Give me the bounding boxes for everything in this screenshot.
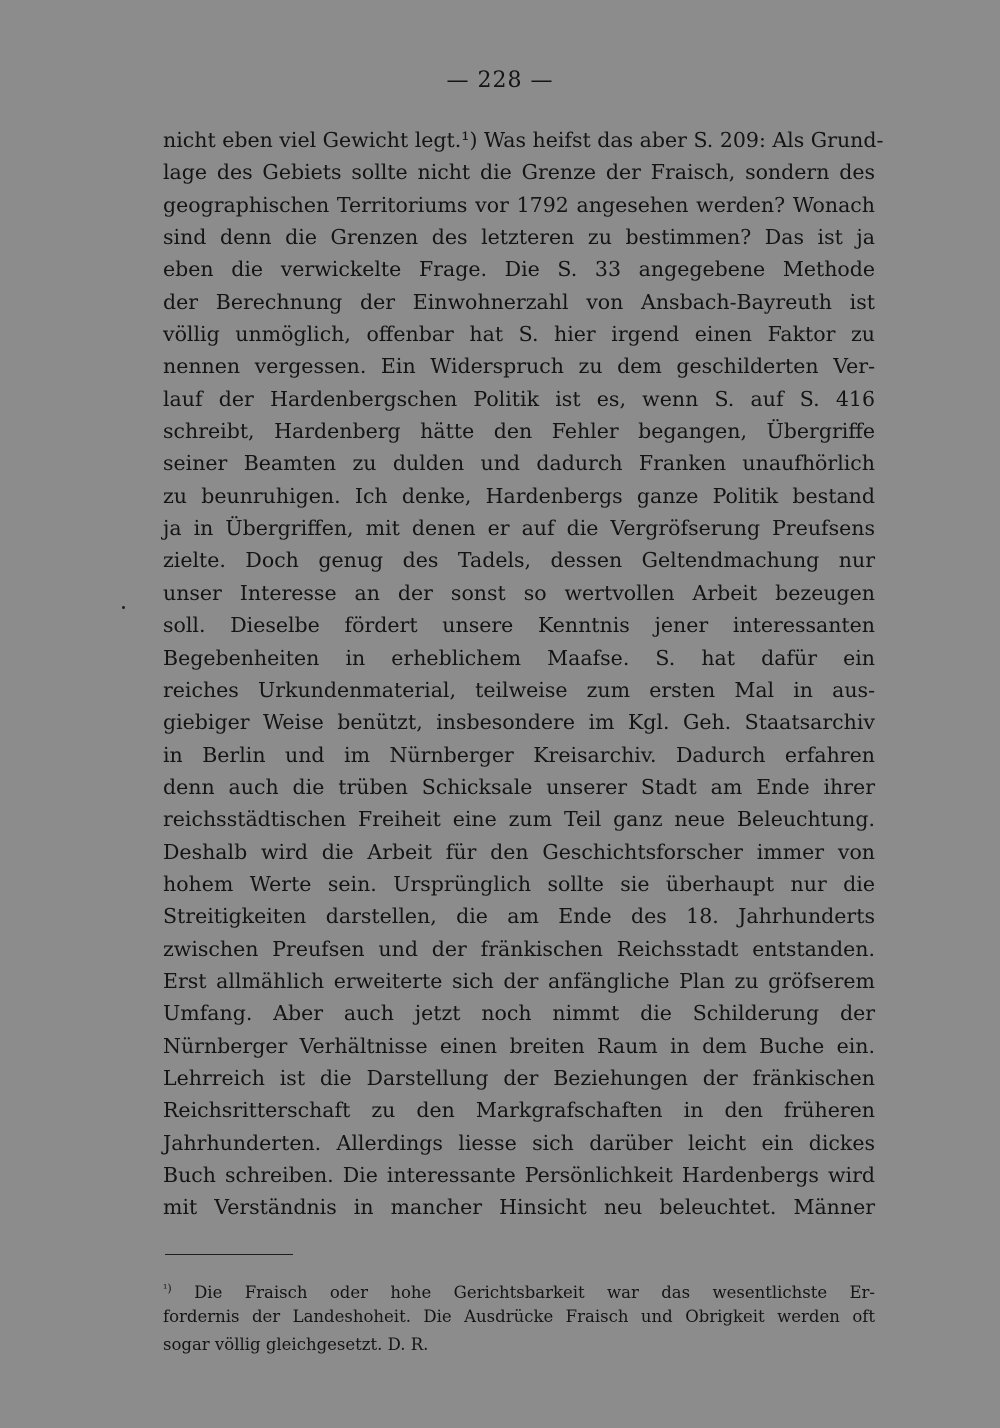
body-text — [163, 124, 884, 1224]
body-line: reichsstädtischen Freiheit eine zum Teil ganz neue Beleuchtung. — [163, 807, 875, 832]
footnote-line-3: sogar völlig gleichgesetzt. D. R. — [163, 1335, 429, 1354]
body-line: eben die verwickelte Frage. Die S. 33 angegebene Methode — [163, 257, 875, 282]
body-line: seiner Beamten zu dulden und dadurch Franken unaufhörlich — [163, 451, 875, 476]
body-line: zu beunruhigen. Ich denke, Hardenbergs ganze Politik bestand — [163, 483, 875, 508]
body-line: Begebenheiten in erheblichem Maafse. S. hat dafür ein — [163, 645, 875, 670]
body-line: denn auch die trüben Schicksale unserer Stadt am Ende ihrer — [163, 774, 875, 799]
body-line: mit Verständnis in mancher Hinsicht neu beleuchtet. Männer — [163, 1195, 875, 1220]
body-line: unser Interesse an der sonst so wertvollen Arbeit bezeugen — [163, 580, 875, 605]
body-line: Buch schreiben. Die interessante Persönlichkeit Hardenbergs wird — [163, 1163, 875, 1187]
body-line: reiches Urkundenmaterial, teilweise zum ersten Mal in aus- — [163, 677, 875, 702]
body-line: sind denn die Grenzen des letzteren zu bestimmen? Das ist ja — [163, 225, 875, 250]
body-line: ja in Übergriffen, mit denen er auf die Vergröfserung Preufsens — [163, 516, 875, 541]
body-line: Lehrreich ist die Darstellung der Beziehungen der fränkischen — [163, 1065, 875, 1090]
footnote-line-1 — [163, 1275, 875, 1303]
body-line: Jahrhunderten. Allerdings liesse sich darüber leicht ein dickes — [163, 1130, 875, 1155]
body-line: zwischen Preufsen und der fränkischen Reichsstadt entstanden. — [163, 936, 875, 961]
body-line: Umfang. Aber auch jetzt noch nimmt die Schilderung der — [163, 1001, 875, 1026]
body-line: Streitigkeiten darstellen, die am Ende des 18. Jahrhunderts — [163, 904, 875, 929]
body-line: Erst allmählich erweiterte sich der anfängliche Plan zu gröfserem — [163, 968, 875, 993]
body-line: schreibt, Hardenberg hätte den Fehler begangen, Übergriffe — [163, 419, 875, 444]
body-line: nicht eben viel Gewicht legt.¹) Was heifst das aber S. 209: Als Grund- — [163, 128, 884, 152]
body-line: Reichsritterschaft zu den Markgrafschaften in den früheren — [163, 1098, 875, 1123]
body-line: soll. Dieselbe fördert unsere Kenntnis jener interessanten — [163, 613, 875, 638]
page-number: — 228 — — [446, 68, 554, 93]
body-line: lauf der Hardenbergschen Politik ist es, wenn S. auf S. 416 — [163, 386, 875, 411]
body-line: Deshalb wird die Arbeit für den Geschichtsforscher immer von — [163, 839, 875, 864]
footnote-marker: ¹) — [163, 1282, 172, 1295]
body-line: zielte. Doch genug des Tadels, dessen Geltendmachung nur — [163, 548, 875, 573]
stray-ink-mark — [122, 606, 125, 609]
body-line: in Berlin und im Nürnberger Kreisarchiv. Dadurch erfahren — [163, 742, 875, 767]
body-line: völlig unmöglich, offenbar hat S. hier irgend einen Faktor zu — [163, 322, 875, 347]
footnote-rule — [165, 1254, 293, 1255]
body-line: nennen vergessen. Ein Widerspruch zu dem geschilderten Ver- — [163, 354, 875, 379]
body-line: lage des Gebiets sollte nicht die Grenze der Fraisch, sondern des — [163, 160, 875, 185]
body-line: hohem Werte sein. Ursprünglich sollte sie überhaupt nur die — [163, 871, 875, 896]
footnote-line-2: fordernis der Landeshoheit. Die Ausdrücke Fraisch und Obrigkeit werden oft — [163, 1307, 875, 1326]
body-line: geographischen Territoriums vor 1792 angesehen werden? Wonach — [163, 192, 875, 217]
body-line: Nürnberger Verhältnisse einen breiten Raum in dem Buche ein. — [163, 1033, 875, 1058]
body-line: der Berechnung der Einwohnerzahl von Ansbach-Bayreuth ist — [163, 289, 875, 314]
footnote-line-text: Die Fraisch oder hohe Gerichtsbarkeit war das wesentlichste Er- — [194, 1283, 875, 1302]
footnote — [163, 1275, 875, 1359]
body-line: giebiger Weise benützt, insbesondere im Kgl. Geh. Staatsarchiv — [163, 710, 875, 735]
